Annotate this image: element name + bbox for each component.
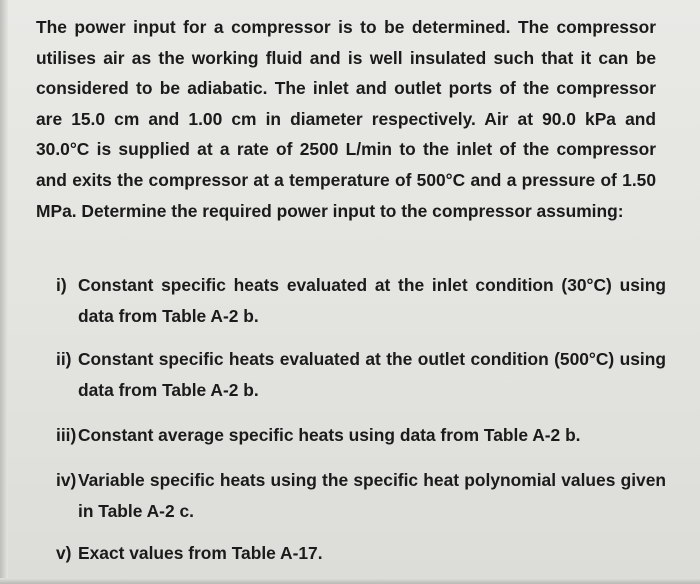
item-marker: ii) (56, 349, 72, 369)
item-text: Variable specific heats using the specific heat polynomial values given in Table A-2 c. (78, 470, 666, 521)
problem-statement: The power input for a compressor is to be determined. The compressor utilises air as the working fluid and is well insulated such that it can be considered to be adiabatic. The inlet and outlet ports of the compressor are 15.0 cm and 1.00 cm in diameter respectively. Air at 90.0 kPa and 30.0°C is supplied at a rate of 2500 L/min to the inlet of the compressor and exits the compressor at a temperature of 500°C and a pressure of 1.50 MPa. Determine the required power input to the compressor assuming: (36, 17, 656, 221)
list-item-iv (56, 465, 666, 526)
item-text: Constant specific heats evaluated at the outlet condition (500°C) using data from Table A-2 b. (78, 349, 666, 400)
item-marker: i) (56, 275, 67, 295)
item-text: Constant specific heats evaluated at the inlet condition (30°C) using data from Table A-2 b. (78, 275, 666, 326)
list-item-iii (56, 420, 666, 451)
item-marker: v) (56, 543, 72, 563)
item-marker: iii) (56, 425, 77, 445)
list-item-v (56, 538, 666, 569)
list-item-i (56, 270, 666, 331)
page-left-edge (0, 0, 8, 584)
list-item-ii (56, 344, 666, 405)
page-bottom-edge (0, 578, 700, 584)
item-text: Constant average specific heats using data from Table A-2 b. (78, 425, 581, 445)
item-text: Exact values from Table A-17. (78, 543, 323, 563)
item-marker: iv) (56, 470, 77, 490)
